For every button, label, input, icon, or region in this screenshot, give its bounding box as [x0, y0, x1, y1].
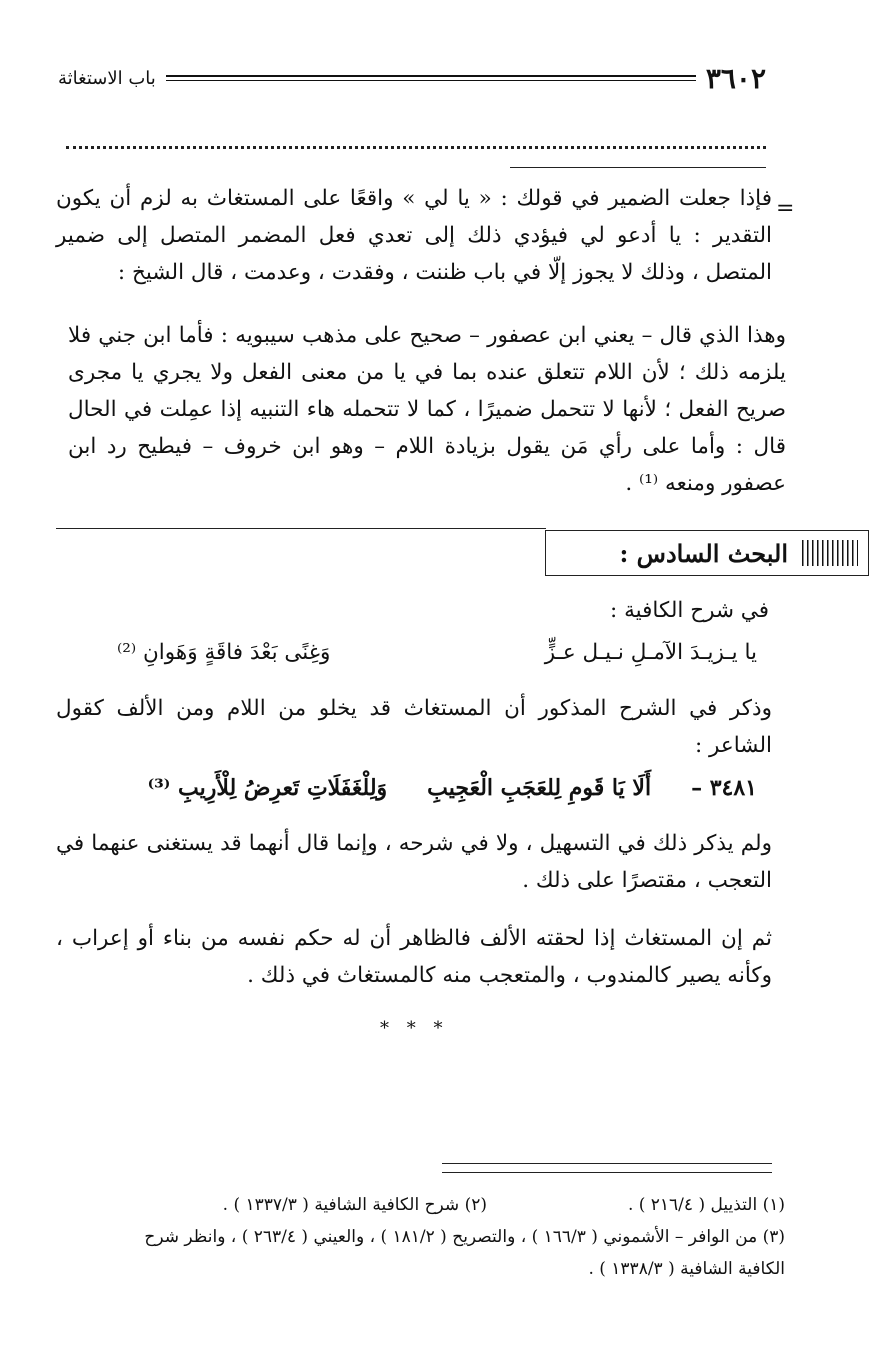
paragraph-3: وذكر في الشرح المذكور أن المستغاث قد يخلو من اللام ومن الألف كقول الشاعر : — [56, 696, 772, 758]
chapter-title: باب الاستغاثة — [58, 67, 156, 89]
footnote-3-line-2: الكافية الشافية ( ١٣٣٨/٣ ) . — [588, 1259, 785, 1279]
short-rule — [510, 167, 766, 168]
section-divider — [56, 528, 546, 529]
hatch-ornament — [802, 540, 858, 566]
continuation-mark: = — [776, 196, 795, 221]
verse-2-first-hemistich: أَلَا يَا قَومِ لِلعَجَبِ الْعَجِيبِ — [427, 775, 652, 801]
verse-1-second-hemistich: وَغِنًى بَعْدَ فاقَةٍ وَهَوانِ ⁽²⁾ — [117, 640, 331, 665]
footnote-2: (٢) شرح الكافية الشافية ( ١٣٣٧/٣ ) . — [222, 1195, 487, 1215]
paragraph-5: ثم إن المستغاث إذا لحقته الألف فالظاهر أن له حكم نفسه من بناء أو إعراب ، وكأنه يصير كالمندوب ، والمتعجب منه كالمستغاث في ذلك . — [56, 926, 772, 988]
verse-2-second-hemistich: وَلِلْغَفَلَاتِ تَعرِضُ لِلْأَرِيبِ ⁽³⁾ — [147, 775, 388, 801]
paragraph-2: وهذا الذي قال – يعني ابن عصفور – صحيح على مذهب سيبويه : فأما ابن جني فلا يلزمه ذلك ؛ لأن اللام تتعلق عنده بما في يا من معنى الفعل ولا يجري يا مجرى صريح الفعل ؛ لأنها لا تتحمل ضميرًا ، كما لا تتحمله هاء التنبيه إذا عمِلت في الحال قال : وأما على رأي مَن يقول بزيادة اللام – وهو ابن خروف – فيطيح رد ابن عصفور ومنعه ⁽¹⁾ . — [68, 323, 786, 496]
separator-stars: * * * — [380, 1018, 449, 1039]
footnote-rule — [442, 1163, 772, 1164]
page-header — [58, 58, 766, 98]
page-number: ٣٦٠٢ — [705, 61, 766, 95]
verse-2 — [57, 775, 757, 801]
footnote-1: (١) التذييل ( ٢١٦/٤ ) . — [627, 1195, 785, 1215]
dotted-separator — [66, 146, 766, 149]
verse-2-number: ٣٤٨١ – — [691, 775, 757, 801]
footnote-3-line-1: (٣) من الوافر – الأشموني ( ١٦٦/٣ ) ، والتصريح ( ١٨١/٢ ) ، والعيني ( ٢٦٣/٤ ) ، وانظر شرح — [144, 1227, 785, 1247]
section-heading-box — [545, 530, 869, 576]
verse-1-first-hemistich: يا يـزيـدَ الآمـلِ نـيـل عـزٍّ — [544, 640, 757, 665]
verse-1 — [117, 640, 757, 665]
paragraph-4: ولم يذكر ذلك في التسهيل ، ولا في شرحه ، وإنما قال أنهما قد يستغنى عنهما في التعجب ، مقتصرًا على ذلك . — [56, 831, 772, 893]
section-title: البحث السادس : — [619, 538, 788, 568]
paragraph-1: فإذا جعلت الضمير في قولك : « يا لي » واقعًا على المستغاث به لزم أن يكون التقدير : يا أدعو لي فيؤدي ذلك إلى تعدي فعل المضمر المتصل إلى ضمير المتصل ، وذلك لا يجوز إلّا في باب ظننت ، وفقدت ، وعدمت ، قال الشيخ : — [56, 186, 772, 285]
footnote-rule-thin — [442, 1172, 772, 1173]
header-rule — [166, 75, 696, 81]
kafiya-intro: في شرح الكافية : — [610, 598, 769, 623]
